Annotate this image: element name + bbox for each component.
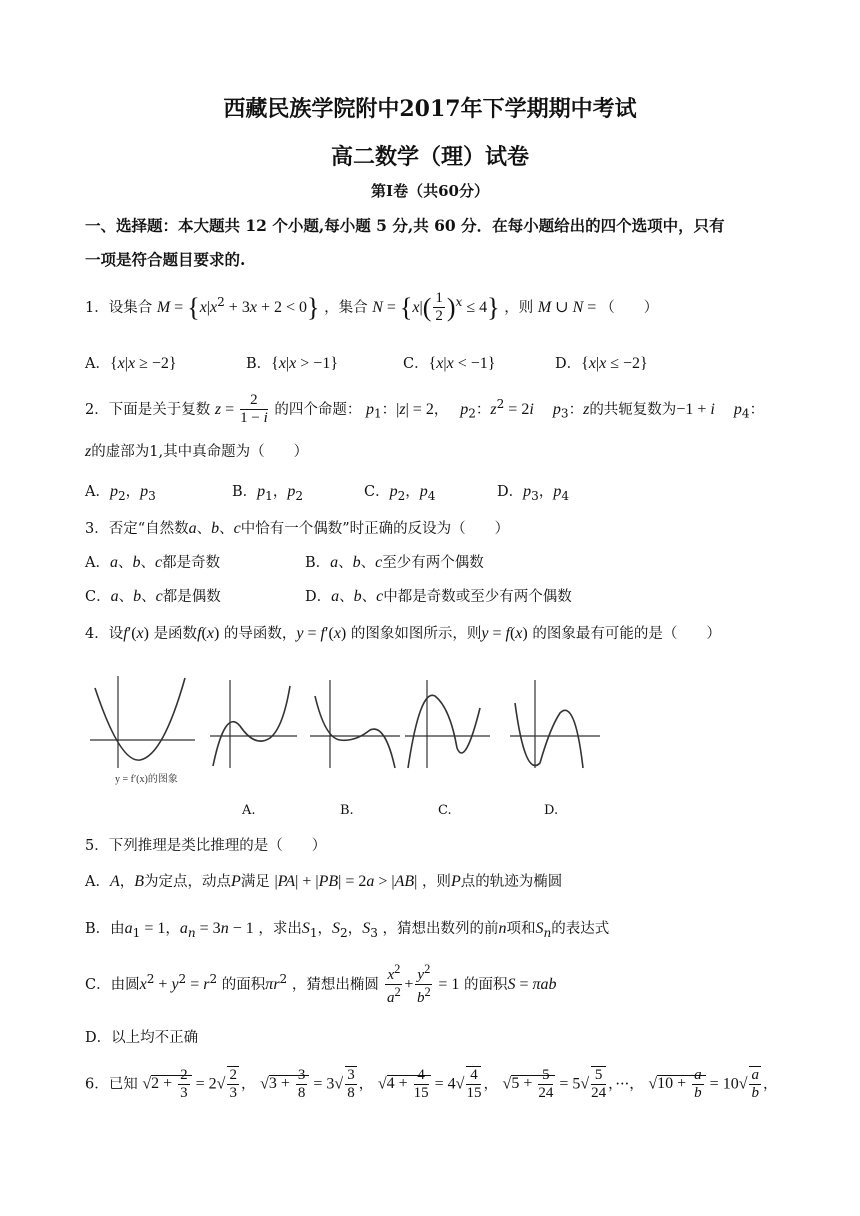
q1-option-b: B．{x|x > −1} [246,355,338,372]
question-1: 1．设集合 $M = \{x|x^2 + 3x + 2 < 0\}$ ，集合 N = {x|( $\frac{1}{2}$ )$^x$ ≤ 4} ，则 M ∪ N = （ ） [85,290,659,325]
part-heading: 第Ⅰ卷（共60分） [371,182,489,200]
q3-option-b: B．a、b、c至少有两个偶数 [305,554,484,571]
q2-option-d: D．$p_3$，$p_4$ [497,483,570,503]
q4-label-d: D. [544,803,559,818]
q4-label-c: C. [438,803,452,818]
q5-option-a: A．A，B为定点，动点P满足 |PA| + |PB| = 2a > |AB| ，则P点的轨迹为椭圆 [85,873,563,890]
question-5: 5．下列推理是类比推理的是（ ） [85,838,327,854]
q5-option-c: C．由圆$x^2 + y^2 = r^2$ 的面积$\pi r^2$ ，猜想出椭圆 $\frac{x^2}{a^2}$ + $\frac{y^2}{b^2}$ = 1 的面积S = πab [85,962,557,1007]
q5-option-d: D．以上均不正确 [85,1030,199,1046]
q2-option-b: B．$p_1$，$p_2$ [232,483,304,503]
q1-paren: （ ） [600,299,659,316]
q1-option-c: C．{x|x < −1} [403,355,496,372]
q1-option-d: D．{x|x ≤ −2} [555,355,648,372]
q1-option-a: A．{x|x ≥ −2} [85,355,177,372]
q3-option-c: C．a、b、c都是偶数 [85,588,221,605]
section-instructions-line1: 一、选择题：本大题共 12 个小题,每小题 5 分,共 60 分．在每小题给出的四个选项中，只有 [85,216,725,235]
exam-title: 西藏民族学院附中2017年下学期期中考试 [223,96,637,122]
q1-prefix: 1．设集合 [85,299,153,316]
q3-option-a: A．a、b、c都是奇数 [85,554,221,571]
q2-option-a: A．$p_2$，$p_3$ [85,483,156,503]
exam-subtitle: 高二数学（理）试卷 [330,144,529,170]
question-2-line2: z的虚部为1,其中真命题为（ ） [85,443,309,460]
q4-label-a: A. [242,803,256,818]
q2-option-c: C．$p_2$，$p_4$ [364,483,436,503]
q3-option-d: D．a、b、c中都是奇数或至少有两个偶数 [305,588,572,605]
question-4: 4．设f′(x) 是函数f(x) 的导函数，y = f′(x) 的图象如图所示，则y = f(x) 的图象最有可能的是（ ） [85,625,721,642]
q4-graphs-figure [85,668,605,788]
q5-option-b: B．由$a_1 = 1$，$a_n = 3n - 1$ ，求出$S_1$，$S_2$，$S_3$ ，猜想出数列的前n项和$S_n$的表达式 [85,920,610,940]
question-6: 6．已知 √2 + $\frac{2}{3}$ = 2√ $\frac{2}{3}$ ， √3 + $\frac{3}{8}$ = 3√ $\frac{3}{8}$ ， √4 + $\frac{4}{15}$ = 4√ $\frac{4}{15}$ ， √5 + $\frac{5}{24}$ = 5√ $\frac{5}{24}$ ，···， √10 + $\frac{a}{b}$ = 10√ $\frac{a}{b}$ ， [85,1066,778,1102]
q4-label-b: B. [340,803,354,818]
section-instructions-line2: 一项是符合题目要求的. [85,250,246,269]
q4-graph-caption: y = f′(x)的图象 [115,774,178,785]
q1-end: ，则 [504,299,534,316]
question-2: 2．下面是关于复数 z = $\frac{2}{1 - i}$ 的四个命题： $p_1$：|z| = 2， $p_2$：$z^2 = 2i$ $p_3$：z的共轭复数为−1 + i $p_4$： [85,392,765,427]
q1-mid: ，集合 [324,299,368,316]
question-3: 3．否定“自然数a、b、c中恰有一个偶数”时正确的反设为（ ） [85,520,510,537]
